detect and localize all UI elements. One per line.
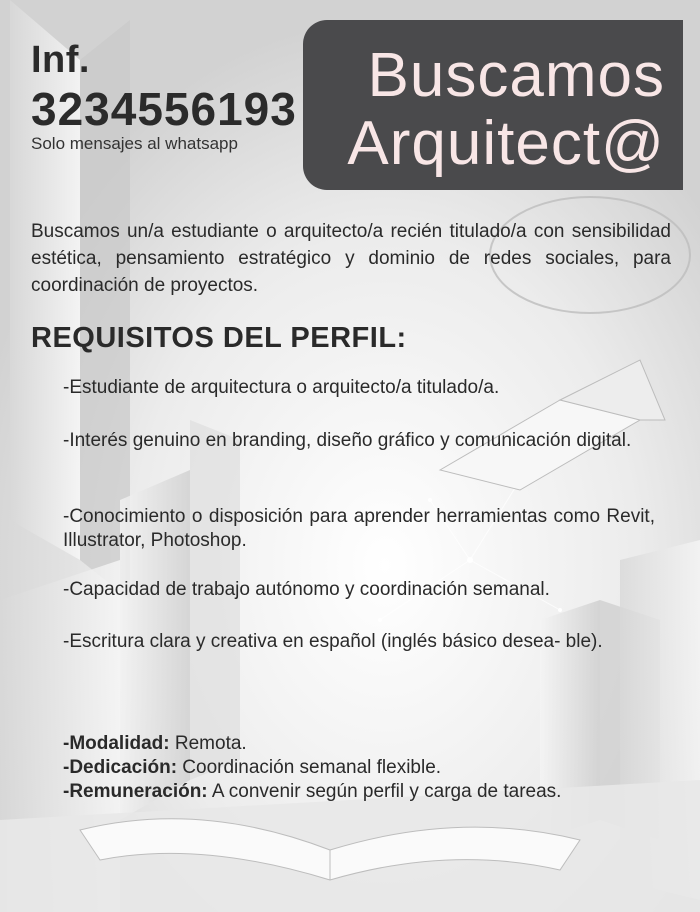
- headline-banner: [303, 20, 683, 190]
- term-key: -Dedicación:: [63, 757, 178, 778]
- headline-line-2: Arquitect@: [347, 109, 665, 178]
- job-terms: [63, 732, 683, 804]
- requirement-item: -Capacidad de trabajo autónomo y coordinación semanal.: [63, 579, 550, 600]
- requirement-item: -Interés genuino en branding, diseño gráfico y comunicación digital.: [63, 430, 632, 451]
- term-value: Coordinación semanal flexible.: [177, 757, 442, 778]
- term-dedicacion: [63, 756, 683, 780]
- headline-line-1: Buscamos: [367, 41, 665, 110]
- requirement-item: -Estudiante de arquitectura o arquitecto/a titulado/a.: [63, 377, 500, 398]
- term-value: A convenir según perfil y carga de tareas.: [207, 781, 562, 802]
- requirement-item: -Conocimiento o disposición para aprender herramientas como Revit, Illustrator, Photoshop.: [63, 506, 655, 551]
- term-remuneracion: [63, 780, 683, 804]
- section-title: REQUISITOS DEL PERFIL:: [31, 322, 407, 354]
- whatsapp-note: Solo mensajes al whatsapp: [31, 134, 238, 153]
- contact-label: Inf.: [31, 39, 90, 81]
- intro-paragraph: Buscamos un/a estudiante o arquitecto/a recién titulado/a con sensibilidad estética, pensamiento estratégico y dominio de redes sociales, para coordinación de proyectos.: [31, 221, 671, 296]
- requirement-item: -Escritura clara y creativa en español (inglés básico desea- ble).: [63, 631, 603, 652]
- term-modalidad: [63, 732, 683, 756]
- contact-block: [31, 40, 297, 154]
- term-key: -Remuneración:: [63, 781, 208, 802]
- term-key: -Modalidad:: [63, 733, 170, 754]
- phone-number: 3234556193: [31, 83, 297, 135]
- term-value: Remota.: [169, 733, 247, 754]
